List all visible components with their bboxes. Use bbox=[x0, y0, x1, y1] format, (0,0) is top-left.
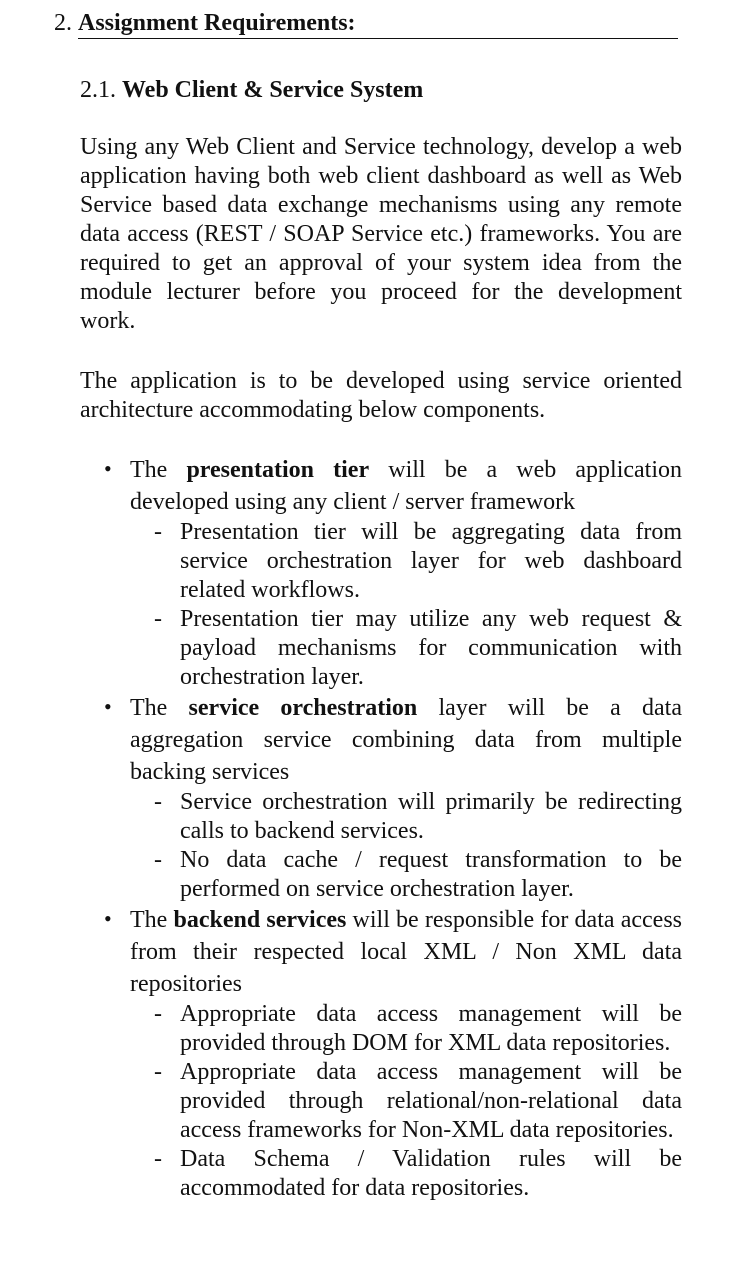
bullet-icon: • bbox=[104, 906, 112, 931]
sub-requirement-item bbox=[154, 1058, 682, 1145]
dash-icon: - bbox=[154, 789, 162, 815]
dash-icon: - bbox=[154, 1001, 162, 1027]
dash-icon: - bbox=[154, 519, 162, 545]
dash-icon: - bbox=[154, 1146, 162, 1172]
component-name: service orchestration bbox=[188, 695, 418, 721]
architecture-paragraph: The application is to be developed using service oriented architecture accommodating below components. bbox=[80, 368, 682, 423]
subsection-number: 2.1. bbox=[80, 77, 116, 103]
sub-requirement-text: Data Schema / Validation rules will be accommodated for data repositories. bbox=[180, 1146, 682, 1201]
sub-requirement-item bbox=[154, 788, 682, 846]
component-description bbox=[130, 904, 682, 1000]
dash-icon: - bbox=[154, 606, 162, 632]
sub-requirement-item bbox=[154, 605, 682, 692]
sub-requirement-text: Presentation tier may utilize any web request & payload mechanisms for communication with orchestration layer. bbox=[180, 606, 682, 690]
component-description bbox=[130, 454, 682, 518]
component-item-backend-services bbox=[104, 904, 682, 1203]
sub-requirement-list bbox=[154, 788, 682, 904]
text-run: The bbox=[130, 457, 187, 483]
text-run: layer will be a data aggregation service combining data from multiple backing services bbox=[130, 695, 683, 785]
sub-requirement-text: Service orchestration will primarily be redirecting calls to backend services. bbox=[180, 789, 682, 844]
text-run: will be a web application developed using any client / server framework bbox=[130, 457, 682, 515]
intro-paragraph: Using any Web Client and Service technology, develop a web application having both web client dashboard as well as Web Service based data exchange mechanisms using any remote data access (REST / SOAP Service etc.) frameworks. You are required to get an approval of your system idea from the module lecturer before you proceed for the development work. bbox=[80, 134, 682, 334]
text-run: will be responsible for data access from their respected local XML / Non XML data repositories bbox=[130, 907, 683, 997]
sub-requirement-list bbox=[154, 518, 682, 692]
sub-requirement-text: Presentation tier will be aggregating data from service orchestration layer for web dashboard related workflows. bbox=[180, 519, 682, 603]
component-name: backend services bbox=[173, 907, 347, 933]
sub-requirement-item bbox=[154, 1145, 682, 1203]
bullet-icon: • bbox=[104, 456, 112, 481]
sub-requirement-text: Appropriate data access management will be provided through DOM for XML data repositories. bbox=[180, 1001, 682, 1056]
component-list bbox=[104, 454, 682, 1203]
component-item-presentation-tier bbox=[104, 454, 682, 692]
sub-requirement-list bbox=[154, 1000, 682, 1203]
section-heading bbox=[54, 8, 682, 39]
component-name: presentation tier bbox=[186, 457, 370, 483]
text-run: The bbox=[130, 907, 174, 933]
sub-requirement-item bbox=[154, 518, 682, 605]
component-item-service-orchestration bbox=[104, 692, 682, 904]
sub-requirement-text: No data cache / request transformation to be performed on service orchestration layer. bbox=[180, 847, 682, 902]
sub-requirement-text: Appropriate data access management will be provided through relational/non-relational data access frameworks for Non-XML data repositories. bbox=[180, 1059, 682, 1143]
subsection-title: Web Client & Service System bbox=[122, 77, 424, 103]
section-number: 2. bbox=[54, 10, 72, 36]
text-run: The bbox=[130, 695, 189, 721]
bullet-icon: • bbox=[104, 694, 112, 719]
sub-requirement-item bbox=[154, 1000, 682, 1058]
component-description bbox=[130, 692, 682, 788]
dash-icon: - bbox=[154, 847, 162, 873]
subsection-heading bbox=[80, 75, 423, 105]
sub-requirement-item bbox=[154, 846, 682, 904]
section-title: Assignment Requirements: bbox=[78, 10, 678, 39]
dash-icon: - bbox=[154, 1059, 162, 1085]
